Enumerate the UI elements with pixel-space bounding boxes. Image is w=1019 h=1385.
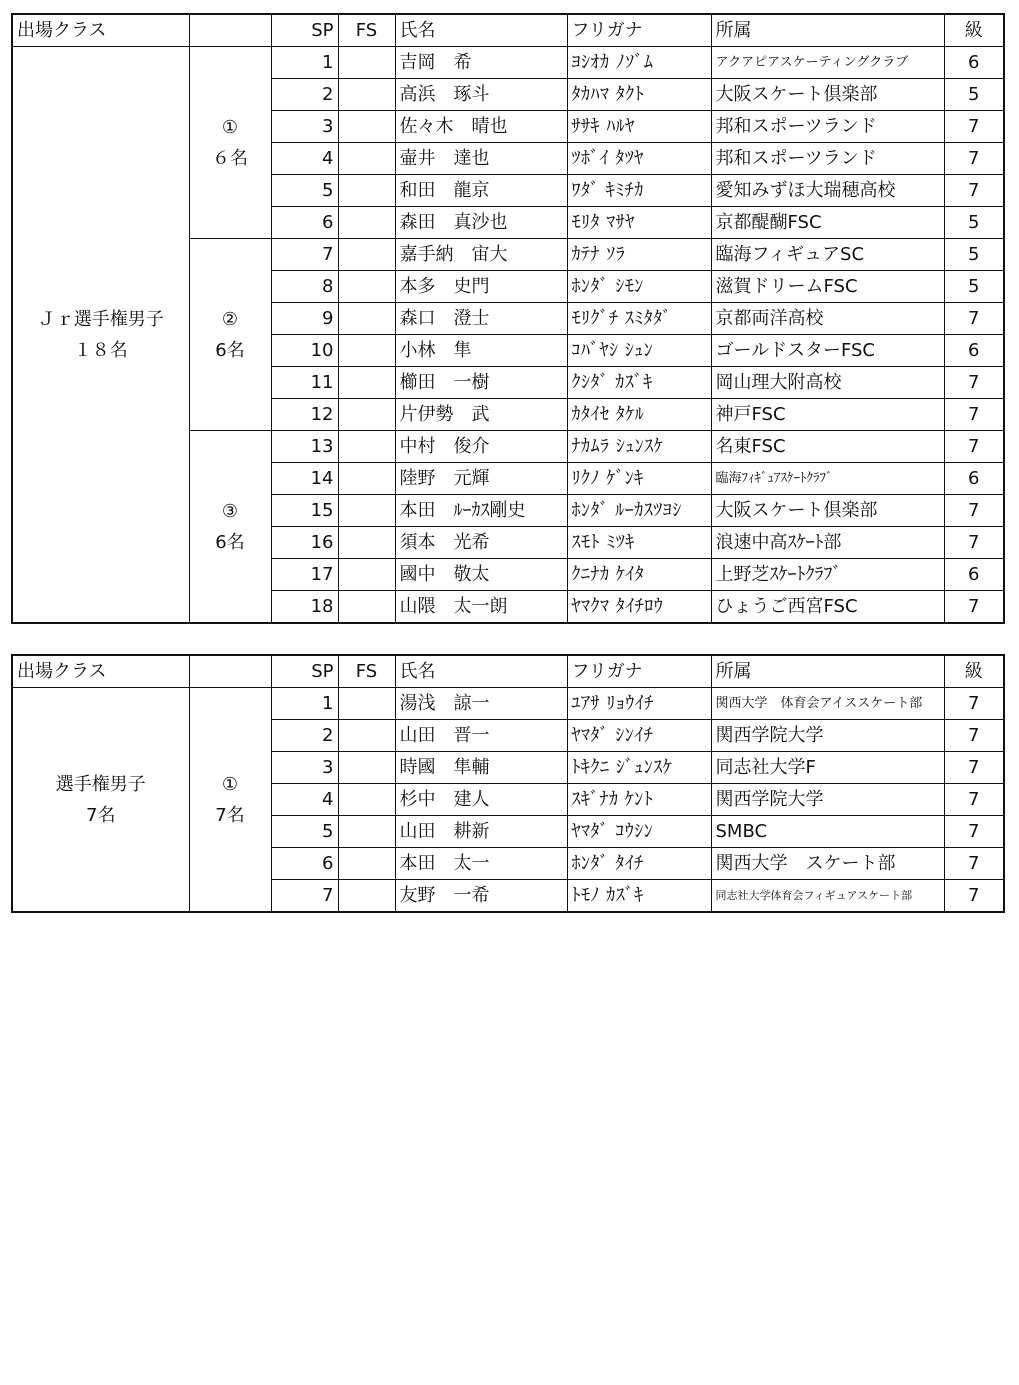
sp-order: 4	[271, 143, 338, 175]
skater-club: 同志社大学F	[711, 752, 944, 784]
skater-kana: ﾎﾝﾀﾞ ﾙｰｶｽﾂﾖｼ	[567, 495, 711, 527]
group-count: 6名	[215, 531, 245, 553]
class-count: 7名	[86, 804, 116, 826]
skater-grade: 5	[944, 79, 1004, 111]
group-count: 7名	[215, 804, 245, 826]
skater-name: 友野 一希	[395, 880, 567, 913]
skater-grade: 6	[944, 463, 1004, 495]
jr-men-entry-table	[11, 13, 1005, 624]
sp-order: 17	[271, 559, 338, 591]
header-row	[12, 14, 1004, 47]
skater-name: 小林 隼	[395, 335, 567, 367]
skater-name: 時國 隼輔	[395, 752, 567, 784]
group-count: ６名	[212, 147, 248, 169]
fs-order	[338, 175, 395, 207]
skater-kana: ｸﾆﾅｶ ｹｲﾀ	[567, 559, 711, 591]
sp-order: 14	[271, 463, 338, 495]
group-count: 6名	[215, 339, 245, 361]
skater-name: 陸野 元輝	[395, 463, 567, 495]
skater-kana: ｻｻｷ ﾊﾙﾔ	[567, 111, 711, 143]
fs-order	[338, 239, 395, 271]
skater-club: 邦和スポーツランド	[711, 111, 944, 143]
skater-name: 和田 龍京	[395, 175, 567, 207]
skater-club: 名東FSC	[711, 431, 944, 463]
skater-kana: ﾜﾀﾞ ｷﾐﾁｶ	[567, 175, 711, 207]
fs-order	[338, 720, 395, 752]
sp-order: 2	[271, 720, 338, 752]
skater-kana: ｺﾊﾞﾔｼ ｼｭﾝ	[567, 335, 711, 367]
skater-club: 同志社大学体育会フィギュアスケート部	[711, 880, 944, 913]
skater-grade: 7	[944, 175, 1004, 207]
skater-kana: ｶﾀｲｾ ﾀｹﾙ	[567, 399, 711, 431]
senior-table-body	[12, 655, 1004, 912]
header-kana: フリガナ	[567, 14, 711, 47]
fs-order	[338, 111, 395, 143]
skater-grade: 5	[944, 239, 1004, 271]
skater-kana: ﾓﾘｸﾞﾁ ｽﾐﾀﾀﾞ	[567, 303, 711, 335]
sp-order: 3	[271, 111, 338, 143]
fs-order	[338, 784, 395, 816]
skater-name: 本田 太一	[395, 848, 567, 880]
skater-name: 櫛田 一樹	[395, 367, 567, 399]
sp-order: 1	[271, 688, 338, 720]
skater-name: 山田 晋一	[395, 720, 567, 752]
fs-order	[338, 431, 395, 463]
skater-kana: ﾘｸﾉ ｹﾞﾝｷ	[567, 463, 711, 495]
skater-grade: 7	[944, 848, 1004, 880]
fs-order	[338, 79, 395, 111]
skater-club: 大阪スケート倶楽部	[711, 79, 944, 111]
skater-grade: 6	[944, 47, 1004, 79]
class-cell	[12, 688, 189, 913]
group-cell	[189, 47, 271, 239]
fs-order	[338, 303, 395, 335]
class-cell	[12, 47, 189, 624]
header-group	[189, 655, 271, 688]
skater-club: 岡山理大附高校	[711, 367, 944, 399]
fs-order	[338, 47, 395, 79]
sp-order: 2	[271, 79, 338, 111]
skater-name: 須本 光希	[395, 527, 567, 559]
header-fs: FS	[338, 655, 395, 688]
skater-kana: ｽｷﾞﾅｶ ｹﾝﾄ	[567, 784, 711, 816]
skater-kana: ﾄﾓﾉ ｶｽﾞｷ	[567, 880, 711, 913]
fs-order	[338, 399, 395, 431]
fs-order	[338, 752, 395, 784]
header-kana: フリガナ	[567, 655, 711, 688]
header-club: 所属	[711, 655, 944, 688]
skater-kana: ｸｼﾀﾞ ｶｽﾞｷ	[567, 367, 711, 399]
sp-order: 9	[271, 303, 338, 335]
sp-order: 8	[271, 271, 338, 303]
header-class: 出場クラス	[12, 655, 189, 688]
skater-grade: 5	[944, 207, 1004, 239]
skater-club: 神戸FSC	[711, 399, 944, 431]
skater-name: 山田 耕新	[395, 816, 567, 848]
sp-order: 1	[271, 47, 338, 79]
class-name: 選手権男子	[55, 773, 146, 795]
sp-order: 7	[271, 880, 338, 913]
senior-men-entry-table	[11, 654, 1005, 913]
sp-order: 18	[271, 591, 338, 624]
header-grade: 級	[944, 655, 1004, 688]
fs-order	[338, 880, 395, 913]
skater-name: 森田 真沙也	[395, 207, 567, 239]
skater-name: 佐々木 晴也	[395, 111, 567, 143]
skater-kana: ﾔﾏﾀﾞ ｺｳｼﾝ	[567, 816, 711, 848]
skater-club: 臨海ﾌｨｷﾞｭｱｽｹｰﾄｸﾗﾌﾞ	[711, 463, 944, 495]
table-row	[12, 688, 1004, 720]
skater-name: 高浜 琢斗	[395, 79, 567, 111]
skater-club: ひょうご西宮FSC	[711, 591, 944, 624]
sp-order: 16	[271, 527, 338, 559]
skater-club: 京都両洋高校	[711, 303, 944, 335]
skater-grade: 7	[944, 720, 1004, 752]
skater-kana: ﾔﾏﾀﾞ ｼﾝｲﾁ	[567, 720, 711, 752]
fs-order	[338, 816, 395, 848]
skater-club: アクアピアスケーティングクラブ	[711, 47, 944, 79]
skater-club: ゴールドスターFSC	[711, 335, 944, 367]
skater-kana: ﾎﾝﾀﾞ ｼﾓﾝ	[567, 271, 711, 303]
skater-kana: ﾖｼｵｶ ﾉｿﾞﾑ	[567, 47, 711, 79]
skater-kana: ﾎﾝﾀﾞ ﾀｲﾁ	[567, 848, 711, 880]
sp-order: 12	[271, 399, 338, 431]
class-count: １８名	[73, 339, 128, 361]
skater-kana: ﾓﾘﾀ ﾏｻﾔ	[567, 207, 711, 239]
skater-kana: ﾂﾎﾞｲ ﾀﾂﾔ	[567, 143, 711, 175]
skater-kana: ﾀｶﾊﾏ ﾀｸﾄ	[567, 79, 711, 111]
fs-order	[338, 527, 395, 559]
skater-name: 國中 敬太	[395, 559, 567, 591]
fs-order	[338, 207, 395, 239]
skater-name: 吉岡 希	[395, 47, 567, 79]
skater-club: 関西学院大学	[711, 720, 944, 752]
fs-order	[338, 495, 395, 527]
header-grade: 級	[944, 14, 1004, 47]
skater-club: 関西大学 体育会アイススケート部	[711, 688, 944, 720]
header-sp: SP	[271, 655, 338, 688]
skater-kana: ﾅｶﾑﾗ ｼｭﾝｽｹ	[567, 431, 711, 463]
fs-order	[338, 271, 395, 303]
skater-club: 京都醍醐FSC	[711, 207, 944, 239]
header-class: 出場クラス	[12, 14, 189, 47]
group-number: ①	[221, 773, 239, 795]
fs-order	[338, 688, 395, 720]
skater-club: 上野芝ｽｹｰﾄｸﾗﾌﾞ	[711, 559, 944, 591]
header-row	[12, 655, 1004, 688]
skater-grade: 7	[944, 752, 1004, 784]
skater-club: SMBC	[711, 816, 944, 848]
skater-club: 愛知みずほ大瑞穂高校	[711, 175, 944, 207]
group-number: ①	[221, 116, 239, 138]
skater-grade: 7	[944, 367, 1004, 399]
sp-order: 4	[271, 784, 338, 816]
sp-order: 15	[271, 495, 338, 527]
skater-name: 片伊勢 武	[395, 399, 567, 431]
fs-order	[338, 367, 395, 399]
sp-order: 10	[271, 335, 338, 367]
header-name: 氏名	[395, 14, 567, 47]
skater-name: 壷井 達也	[395, 143, 567, 175]
table-row	[12, 47, 1004, 79]
skater-name: 本田 ﾙｰｶｽ剛史	[395, 495, 567, 527]
group-cell	[189, 239, 271, 431]
skater-grade: 7	[944, 880, 1004, 913]
skater-name: 山隈 太一朗	[395, 591, 567, 624]
fs-order	[338, 143, 395, 175]
fs-order	[338, 848, 395, 880]
header-group	[189, 14, 271, 47]
sp-order: 5	[271, 816, 338, 848]
skater-grade: 7	[944, 495, 1004, 527]
header-sp: SP	[271, 14, 338, 47]
sp-order: 5	[271, 175, 338, 207]
skater-grade: 6	[944, 559, 1004, 591]
skater-club: 邦和スポーツランド	[711, 143, 944, 175]
sp-order: 6	[271, 207, 338, 239]
header-fs: FS	[338, 14, 395, 47]
skater-name: 中村 俊介	[395, 431, 567, 463]
skater-grade: 7	[944, 688, 1004, 720]
skater-name: 湯浅 諒一	[395, 688, 567, 720]
jr-table-body	[12, 14, 1004, 623]
skater-grade: 5	[944, 271, 1004, 303]
skater-grade: 7	[944, 303, 1004, 335]
skater-name: 杉中 建人	[395, 784, 567, 816]
skater-name: 森口 澄士	[395, 303, 567, 335]
skater-name: 嘉手納 宙大	[395, 239, 567, 271]
skater-grade: 7	[944, 816, 1004, 848]
fs-order	[338, 463, 395, 495]
fs-order	[338, 559, 395, 591]
fs-order	[338, 335, 395, 367]
skater-club: 滋賀ドリームFSC	[711, 271, 944, 303]
skater-club: 関西学院大学	[711, 784, 944, 816]
skater-kana: ｽﾓﾄ ﾐﾂｷ	[567, 527, 711, 559]
class-name: Ｊｒ選手権男子	[37, 308, 164, 330]
skater-grade: 7	[944, 591, 1004, 624]
skater-grade: 7	[944, 143, 1004, 175]
group-number: ③	[221, 500, 239, 522]
skater-club: 関西大学 スケート部	[711, 848, 944, 880]
skater-club: 浪速中高ｽｹｰﾄ部	[711, 527, 944, 559]
sp-order: 6	[271, 848, 338, 880]
skater-grade: 7	[944, 399, 1004, 431]
skater-kana: ﾔﾏｸﾏ ﾀｲﾁﾛｳ	[567, 591, 711, 624]
header-name: 氏名	[395, 655, 567, 688]
sp-order: 11	[271, 367, 338, 399]
group-number: ②	[221, 308, 239, 330]
group-cell	[189, 688, 271, 913]
sp-order: 7	[271, 239, 338, 271]
skater-grade: 7	[944, 111, 1004, 143]
skater-grade: 7	[944, 784, 1004, 816]
sp-order: 13	[271, 431, 338, 463]
fs-order	[338, 591, 395, 624]
skater-name: 本多 史門	[395, 271, 567, 303]
skater-kana: ｶﾃﾅ ｿﾗ	[567, 239, 711, 271]
skater-grade: 7	[944, 431, 1004, 463]
header-club: 所属	[711, 14, 944, 47]
skater-club: 大阪スケート倶楽部	[711, 495, 944, 527]
skater-kana: ﾄｷｸﾆ ｼﾞｭﾝｽｹ	[567, 752, 711, 784]
skater-grade: 7	[944, 527, 1004, 559]
skater-grade: 6	[944, 335, 1004, 367]
sp-order: 3	[271, 752, 338, 784]
group-cell	[189, 431, 271, 624]
skater-kana: ﾕｱｻ ﾘｮｳｲﾁ	[567, 688, 711, 720]
skater-club: 臨海フィギュアSC	[711, 239, 944, 271]
